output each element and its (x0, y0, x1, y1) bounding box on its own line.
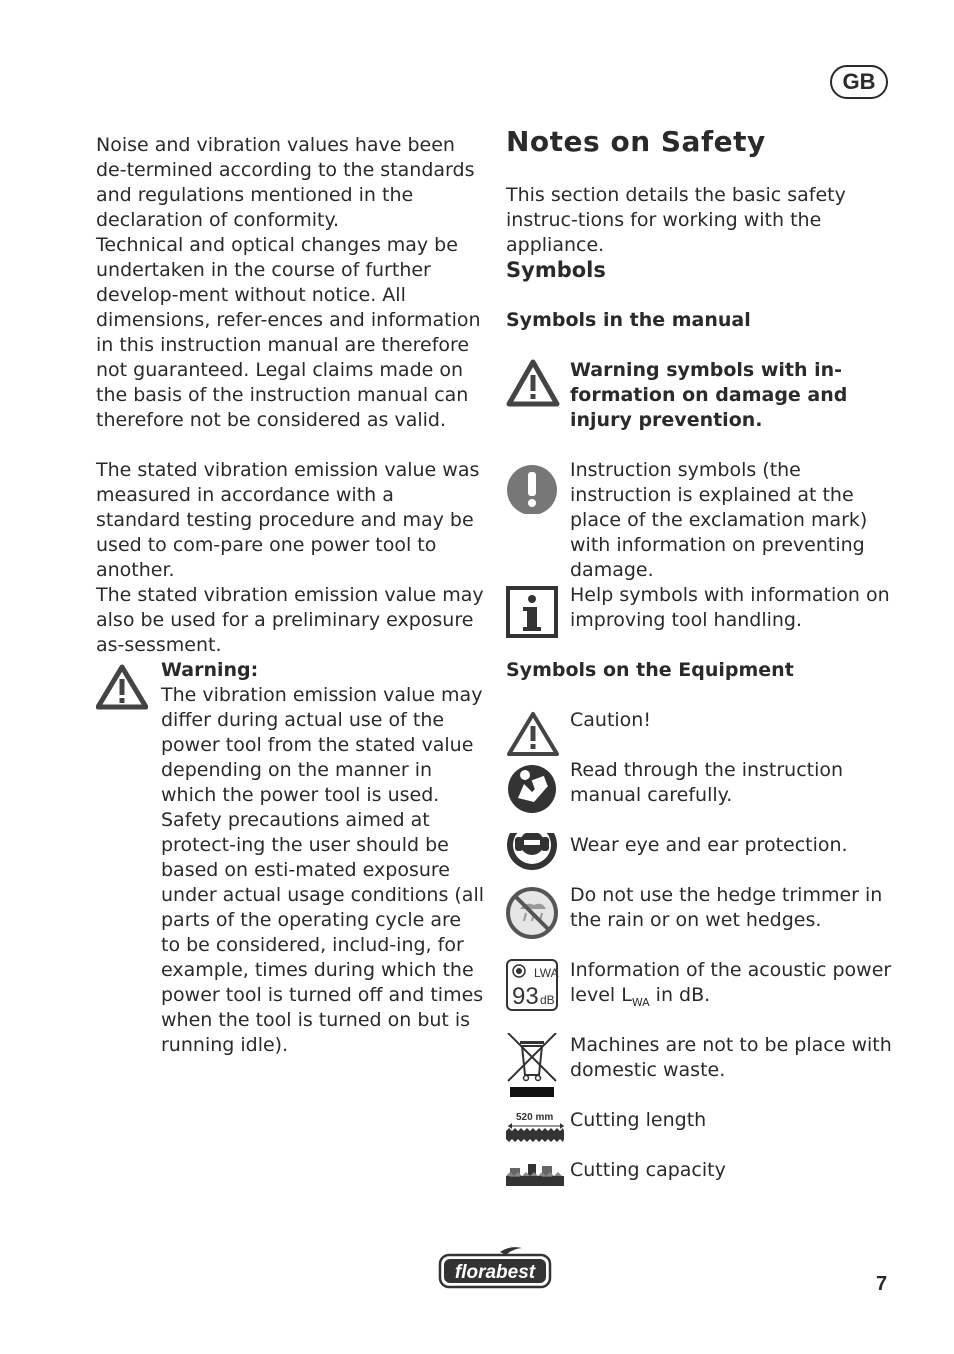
paragraph-vibration-measured: The stated vibration emission value was measured in accordance with a standard testing procedure and may be used to com-pare one power tool to another. (96, 459, 480, 581)
cutting-length-label: 520 mm (516, 1112, 554, 1123)
symbol-text (570, 958, 900, 1008)
symbol-text: Caution! (570, 709, 651, 731)
no-waste-bin-icon (506, 1033, 560, 1101)
symbol-text: Read through the instruction manual carefully. (570, 759, 844, 806)
warning-text-2: Safety precautions aimed at protect-ing the user should be based on esti-mated exposure under actual usage conditions (all parts of the operating cycle are to be considered, includ-ing, for example, times during which the power tool is turned off and times when the tool is turned on but is running idle). (161, 809, 484, 1056)
symbol-text: Instruction symbols (the instruction is explained at the place of the exclamation mark) with information on preventing damage. (570, 459, 868, 581)
sound-text-before: Information of the acoustic power level L (570, 959, 892, 1006)
warning-triangle-icon (506, 358, 560, 414)
warning-triangle-icon (96, 664, 148, 717)
page-number: 7 (876, 1273, 888, 1295)
paragraph-technical-changes: Technical and optical changes may be undertaken in the course of further develop-ment without notice. All dimensions, refer-ences and information in this instruction manual are therefore not guaranteed. Legal claims made on the basis of the instruction manual can therefore not be considered as valid. (96, 234, 481, 431)
manual-symbols-heading: Symbols in the manual (506, 309, 751, 331)
sound-power-unit: dB (540, 993, 555, 1007)
paragraph-noise-values: Noise and vibration values have been de-termined according to the standards and regulations mentioned in the declaration of conformity. (96, 134, 475, 231)
cutting-length-icon (506, 1108, 566, 1164)
sound-text-after: in dB. (649, 984, 711, 1006)
sound-power-icon (506, 958, 560, 1014)
eye-ear-protection-icon (506, 833, 560, 889)
symbol-text: Machines are not to be place with domestic waste. (570, 1034, 892, 1081)
sound-power-label: LWA (534, 966, 559, 980)
caution-triangle-icon (506, 708, 560, 764)
exclamation-circle-icon (506, 458, 560, 514)
equipment-symbols-heading: Symbols on the Equipment (506, 659, 794, 681)
brand-name: florabest (454, 1262, 536, 1283)
left-column (96, 133, 484, 658)
symbol-text: Wear eye and ear protection. (570, 834, 848, 856)
warning-text-1: The vibration emission value may differ during actual use of the power tool from the stated value depending on the manner in which the power tool is used. (161, 684, 483, 806)
info-icon (506, 583, 560, 639)
brand-logo (438, 1245, 552, 1298)
no-rain-icon (506, 883, 560, 939)
sound-text-subscript: WA (631, 995, 650, 1009)
sound-power-value: 93 (512, 983, 539, 1010)
paragraph-vibration-exposure: The stated vibration emission value may also be used for a preliminary exposure as-sessment. (96, 584, 484, 656)
symbols-heading: Symbols (506, 258, 606, 282)
symbol-text: Warning symbols with in-formation on damage and injury prevention. (570, 359, 848, 431)
symbol-text: Cutting length (570, 1109, 707, 1131)
intro-text: This section details the basic safety instruc-tions for working with the appliance. (506, 184, 846, 256)
read-manual-icon (506, 758, 560, 814)
symbol-text: Cutting capacity (570, 1159, 726, 1181)
warning-heading: Warning: (161, 659, 259, 681)
language-badge: GB (830, 65, 888, 99)
page-title: Notes on Safety (506, 125, 766, 158)
cutting-capacity-icon (506, 1158, 566, 1214)
symbol-text: Do not use the hedge trimmer in the rain or on wet hedges. (570, 884, 883, 931)
symbol-text: Help symbols with information on improving tool handling. (570, 584, 890, 631)
